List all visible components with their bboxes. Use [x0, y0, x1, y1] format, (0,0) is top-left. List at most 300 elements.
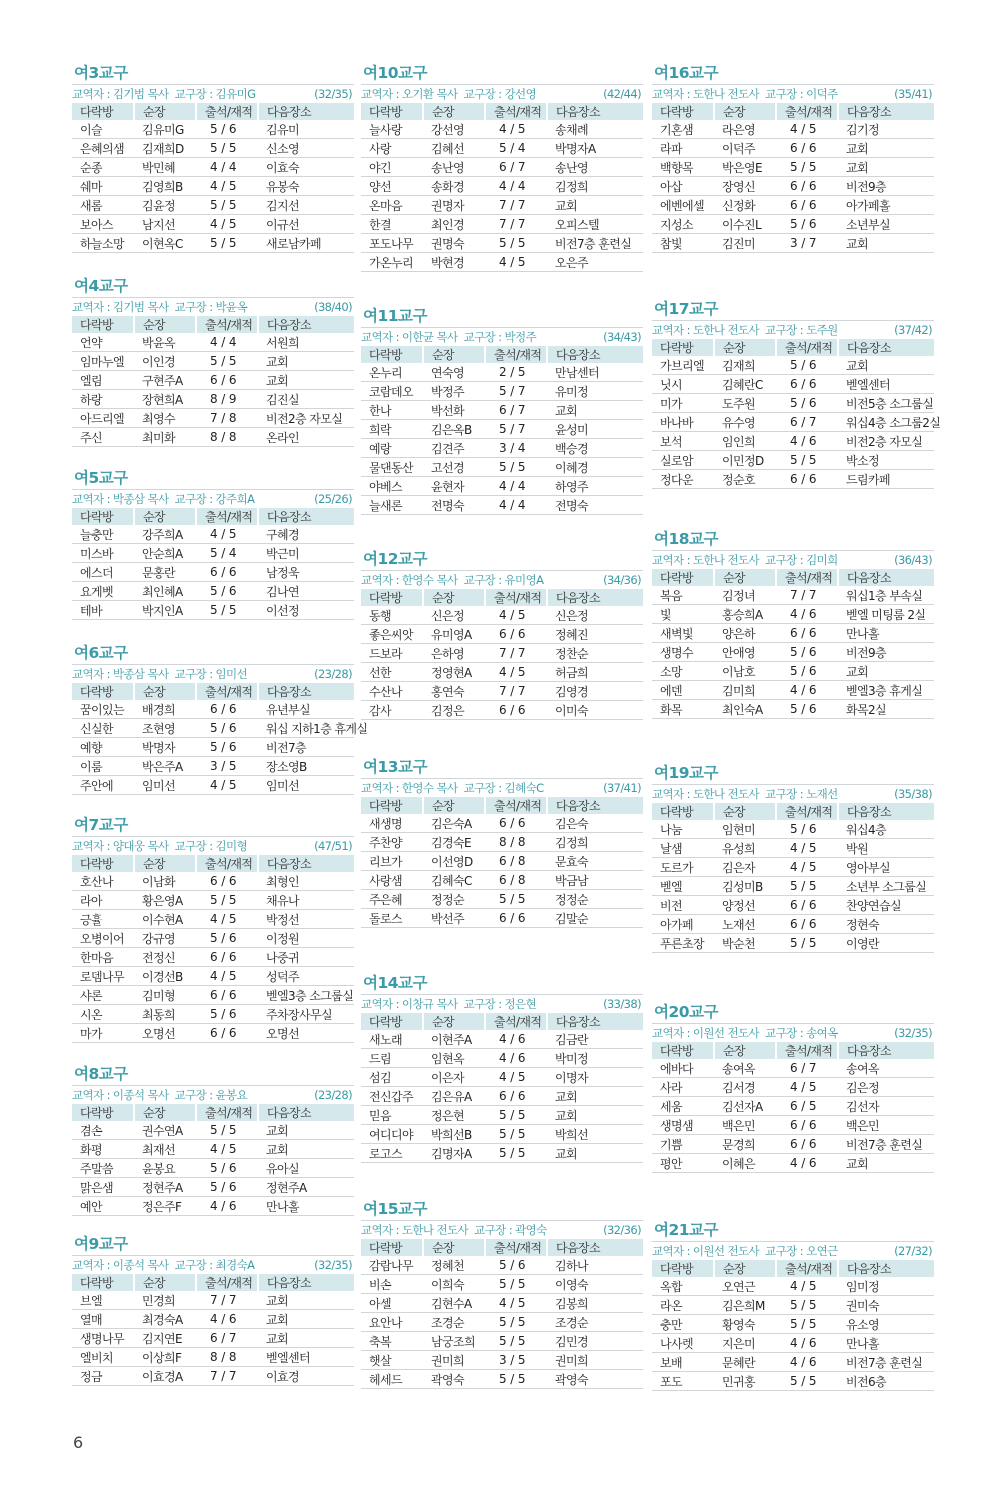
attendance: 6 / 6 — [485, 814, 547, 833]
next-location: 성덕주 — [258, 967, 354, 986]
leader-name: 안순희A — [134, 544, 196, 563]
next-location: 교회 — [838, 139, 934, 158]
group-name: 브엘 — [72, 1291, 134, 1310]
column-header: 다음장소 — [258, 1274, 354, 1291]
leader-label: 교구장 : 노재선 — [765, 787, 838, 801]
leader-label: 교구장 : 최경숙A — [174, 1258, 255, 1272]
next-location: 조경순 — [547, 1313, 643, 1332]
pastor-label: 교역자 : 한영수 목사 — [361, 781, 458, 795]
leader-name: 임미선 — [134, 776, 196, 795]
attendance: 4 / 5 — [485, 606, 547, 625]
district-section — [652, 294, 941, 489]
group-name: 보아스 — [72, 215, 134, 234]
column-header: 출석/재적 — [776, 803, 838, 820]
column-header: 다음장소 — [258, 1104, 354, 1121]
table-row — [361, 814, 643, 833]
district-info — [72, 665, 354, 683]
column-header: 순장 — [134, 508, 196, 525]
table-row — [361, 1106, 643, 1125]
next-location: 비전9층 — [838, 177, 934, 196]
next-location: 임미정 — [838, 1277, 934, 1296]
pastor-label: 교역자 : 김기범 목사 — [72, 300, 169, 314]
attendance: 5 / 5 — [485, 1144, 547, 1163]
leader-name: 연숙영 — [423, 363, 485, 382]
leader-name: 김경숙E — [423, 833, 485, 852]
attendance-total: (32/35) — [894, 1026, 932, 1040]
next-location: 장소영B — [258, 757, 354, 776]
column-header: 다락방 — [652, 569, 714, 586]
attendance: 4 / 4 — [485, 177, 547, 196]
next-location: 주차장사무실 — [258, 1005, 354, 1024]
group-table — [72, 508, 354, 620]
leader-label: 교구장 : 이덕주 — [765, 87, 838, 101]
group-name: 옥합 — [652, 1277, 714, 1296]
group-name: 여디디야 — [361, 1125, 423, 1144]
leader-name: 이은자 — [423, 1068, 485, 1087]
attendance: 7 / 7 — [776, 586, 838, 605]
district-info — [652, 1024, 934, 1042]
group-name: 돌로스 — [361, 909, 423, 928]
next-location: 김영경 — [547, 682, 643, 701]
attendance: 5 / 6 — [196, 120, 258, 139]
table-row — [652, 915, 934, 934]
column-header: 다락방 — [652, 339, 714, 356]
table-header-row — [652, 1260, 934, 1277]
attendance-total: (32/35) — [314, 1258, 352, 1272]
leader-label: 교구장 : 송여옥 — [765, 1026, 838, 1040]
attendance-total: (33/38) — [603, 997, 641, 1011]
group-name: 생명나무 — [72, 1329, 134, 1348]
column-header: 순장 — [714, 1042, 776, 1059]
column-header: 다락방 — [361, 103, 423, 120]
attendance: 6 / 6 — [776, 915, 838, 934]
table-row — [361, 644, 643, 663]
pastor-label: 교역자 : 도한나 전도사 — [652, 323, 760, 337]
next-location: 교회 — [258, 1121, 354, 1140]
column-header: 출석/재적 — [196, 508, 258, 525]
next-location: 교회 — [547, 1087, 643, 1106]
district-section — [652, 524, 934, 719]
table-row — [361, 909, 643, 928]
next-location: 만나홀 — [838, 624, 934, 643]
column-header: 순장 — [134, 683, 196, 700]
district-info — [652, 1242, 934, 1260]
next-location: 벧엘 미팅룸 2실 — [838, 605, 934, 624]
group-name: 언약 — [72, 333, 134, 352]
leader-name: 양은하 — [714, 624, 776, 643]
attendance: 4 / 5 — [776, 839, 838, 858]
leader-name: 권명숙 — [423, 234, 485, 253]
next-location: 이영숙 — [547, 1275, 643, 1294]
attendance-total: (38/40) — [314, 300, 352, 314]
table-row — [652, 877, 934, 896]
leader-name: 송여옥 — [714, 1059, 776, 1078]
group-name: 나눔 — [652, 820, 714, 839]
table-header-row — [652, 1042, 934, 1059]
attendance: 5 / 5 — [196, 891, 258, 910]
attendance: 5 / 5 — [776, 877, 838, 896]
next-location: 김말순 — [547, 909, 643, 928]
next-location: 나중귀 — [258, 948, 354, 967]
group-name: 오병이어 — [72, 929, 134, 948]
group-name: 열매 — [72, 1310, 134, 1329]
attendance-total: (37/42) — [894, 323, 932, 337]
leader-name: 임현옥 — [423, 1049, 485, 1068]
group-name: 정다운 — [652, 470, 714, 489]
column-header: 순장 — [134, 1104, 196, 1121]
district-title: 여20교구 — [652, 997, 934, 1024]
leader-name: 최동희 — [134, 1005, 196, 1024]
table-row — [652, 605, 934, 624]
leader-name: 홍승희A — [714, 605, 776, 624]
column-header: 출석/재적 — [776, 103, 838, 120]
group-table — [361, 346, 643, 515]
group-name: 날샘 — [652, 839, 714, 858]
leader-name: 박지인A — [134, 601, 196, 620]
group-table — [361, 1239, 643, 1389]
group-name: 생명샘 — [652, 1116, 714, 1135]
group-name: 물댄동산 — [361, 458, 423, 477]
column-header: 다음장소 — [547, 103, 643, 120]
next-location: 벧엘센터 — [838, 375, 934, 394]
attendance: 6 / 7 — [485, 158, 547, 177]
leader-name: 라은영 — [714, 120, 776, 139]
group-table — [361, 1013, 643, 1163]
group-name: 평안 — [652, 1154, 714, 1173]
district-title: 여18교구 — [652, 524, 934, 551]
column-header: 다락방 — [361, 589, 423, 606]
column-header: 다락방 — [72, 855, 134, 872]
district-section — [72, 271, 354, 447]
attendance: 3 / 7 — [776, 234, 838, 253]
table-header-row — [652, 803, 934, 820]
next-location: 박근미 — [258, 544, 354, 563]
group-name: 사랑샘 — [361, 871, 423, 890]
column-header: 순장 — [423, 1239, 485, 1256]
next-location: 유봉숙 — [258, 177, 354, 196]
next-location: 김정희 — [547, 833, 643, 852]
leader-label: 교구장 : 강주희A — [174, 492, 255, 506]
table-row — [72, 1140, 354, 1159]
leader-name: 배경희 — [134, 700, 196, 719]
column-header: 다락방 — [72, 316, 134, 333]
column-header: 다락방 — [652, 1260, 714, 1277]
leader-name: 김정은 — [423, 701, 485, 720]
leader-name: 오연근 — [714, 1277, 776, 1296]
next-location: 비전7층 훈련실 — [838, 1135, 934, 1154]
attendance: 7 / 7 — [196, 1367, 258, 1386]
leader-name: 정혜천 — [423, 1256, 485, 1275]
leader-name: 임현미 — [714, 820, 776, 839]
group-name: 리브가 — [361, 852, 423, 871]
leader-name: 김정녀 — [714, 586, 776, 605]
group-table — [72, 855, 354, 1043]
leader-name: 정정순 — [423, 890, 485, 909]
group-name: 닛시 — [652, 375, 714, 394]
attendance: 5 / 6 — [196, 929, 258, 948]
leader-name: 김윤정 — [134, 196, 196, 215]
table-row — [652, 1078, 934, 1097]
attendance: 4 / 5 — [776, 1277, 838, 1296]
next-location: 유년부실 — [258, 700, 354, 719]
next-location: 드림카페 — [838, 470, 934, 489]
table-header-row — [72, 103, 354, 120]
next-location: 박미정 — [547, 1049, 643, 1068]
group-name: 샤론 — [72, 986, 134, 1005]
group-table — [361, 589, 643, 720]
column-header: 순장 — [714, 339, 776, 356]
next-location: 만나홀 — [838, 1334, 934, 1353]
pastor-label: 교역자 : 양대웅 목사 — [72, 839, 169, 853]
leader-name: 문경희 — [714, 1135, 776, 1154]
leader-name: 이선영D — [423, 852, 485, 871]
attendance: 5 / 6 — [776, 356, 838, 375]
leader-name: 백은민 — [714, 1116, 776, 1135]
district-section — [361, 1194, 643, 1389]
leader-name: 정영현A — [423, 663, 485, 682]
group-name: 로뎀나무 — [72, 967, 134, 986]
next-location: 이효경 — [258, 1367, 354, 1386]
table-row — [361, 382, 643, 401]
attendance: 4 / 4 — [196, 333, 258, 352]
district-info — [72, 1256, 354, 1274]
table-row — [652, 1059, 934, 1078]
leader-label: 교구장 : 박정주 — [463, 330, 537, 344]
next-location: 신소영 — [258, 139, 354, 158]
group-name: 수산나 — [361, 682, 423, 701]
attendance: 5 / 6 — [776, 643, 838, 662]
attendance: 5 / 5 — [485, 234, 547, 253]
next-location: 만나홀 — [258, 1197, 354, 1216]
leader-name: 김은자 — [714, 858, 776, 877]
table-row — [72, 776, 354, 795]
group-name: 요게벳 — [72, 582, 134, 601]
leader-label: 교구장 : 곽영숙 — [474, 1223, 547, 1237]
group-table — [652, 1042, 934, 1173]
next-location: 김금란 — [547, 1030, 643, 1049]
table-row — [72, 929, 354, 948]
district-info — [652, 785, 934, 803]
attendance: 5 / 5 — [485, 1125, 547, 1144]
column-header: 다음장소 — [547, 797, 643, 814]
leader-name: 이남호 — [714, 662, 776, 681]
district-section — [361, 544, 643, 720]
next-location: 오명선 — [258, 1024, 354, 1043]
district-info — [652, 85, 934, 103]
next-location: 온라인 — [258, 428, 354, 447]
next-location: 송여옥 — [838, 1059, 934, 1078]
leader-name: 황영숙 — [714, 1315, 776, 1334]
table-row — [652, 356, 934, 375]
group-table — [652, 339, 941, 489]
group-name: 동행 — [361, 606, 423, 625]
leader-name: 남지선 — [134, 215, 196, 234]
column-header: 출석/재적 — [485, 1013, 547, 1030]
leader-name: 김재희 — [714, 356, 776, 375]
group-name: 햇살 — [361, 1351, 423, 1370]
column-header: 출석/재적 — [485, 103, 547, 120]
attendance: 5 / 5 — [485, 458, 547, 477]
pastor-label: 교역자 : 도한나 전도사 — [652, 787, 760, 801]
column-header: 출석/재적 — [776, 569, 838, 586]
column-header: 다락방 — [652, 103, 714, 120]
leader-name: 박은주A — [134, 757, 196, 776]
next-location: 김하나 — [547, 1256, 643, 1275]
leader-name: 김선자A — [714, 1097, 776, 1116]
attendance: 7 / 7 — [485, 644, 547, 663]
leader-name: 고선경 — [423, 458, 485, 477]
leader-name: 민귀홍 — [714, 1372, 776, 1391]
group-name: 임마누엘 — [72, 352, 134, 371]
column-header: 출석/재적 — [776, 1042, 838, 1059]
group-name: 아드리엘 — [72, 409, 134, 428]
table-row — [652, 1135, 934, 1154]
group-name: 정금 — [72, 1367, 134, 1386]
table-row — [72, 139, 354, 158]
table-row — [361, 852, 643, 871]
table-row — [72, 1367, 354, 1386]
group-name: 충만 — [652, 1315, 714, 1334]
group-name: 에바다 — [652, 1059, 714, 1078]
table-header-row — [361, 103, 643, 120]
attendance: 5 / 6 — [196, 738, 258, 757]
attendance: 5 / 5 — [196, 196, 258, 215]
group-name: 보석 — [652, 432, 714, 451]
next-location: 김선자 — [838, 1097, 934, 1116]
leader-name: 윤현자 — [423, 477, 485, 496]
next-location: 채유나 — [258, 891, 354, 910]
next-location: 찬양연습실 — [838, 896, 934, 915]
group-name: 복음 — [652, 586, 714, 605]
next-location: 김기정 — [838, 120, 934, 139]
leader-name: 이현옥C — [134, 234, 196, 253]
group-name: 아삽 — [652, 177, 714, 196]
district-title: 여15교구 — [361, 1194, 643, 1221]
column-header: 다음장소 — [838, 103, 934, 120]
attendance: 5 / 6 — [196, 582, 258, 601]
group-name: 아셀 — [361, 1294, 423, 1313]
table-row — [72, 1159, 354, 1178]
next-location: 새로남카페 — [258, 234, 354, 253]
group-name: 새노래 — [361, 1030, 423, 1049]
group-name: 에스더 — [72, 563, 134, 582]
leader-name: 오명선 — [134, 1024, 196, 1043]
table-row — [72, 948, 354, 967]
attendance: 5 / 5 — [196, 234, 258, 253]
leader-name: 최인경 — [423, 215, 485, 234]
attendance: 4 / 5 — [776, 120, 838, 139]
next-location: 비전7층 훈련실 — [547, 234, 643, 253]
group-name: 보배 — [652, 1353, 714, 1372]
table-row — [652, 158, 934, 177]
next-location: 김정희 — [547, 177, 643, 196]
table-row — [652, 177, 934, 196]
next-location: 교회 — [838, 1154, 934, 1173]
next-location: 교회 — [258, 1310, 354, 1329]
page-number: 6 — [73, 1433, 84, 1452]
attendance: 6 / 6 — [485, 909, 547, 928]
next-location: 교회 — [547, 196, 643, 215]
table-row — [72, 757, 354, 776]
next-location: 비전6층 — [838, 1372, 934, 1391]
attendance: 5 / 6 — [776, 394, 838, 413]
column-header: 순장 — [134, 103, 196, 120]
next-location: 교회 — [838, 356, 934, 375]
table-row — [652, 234, 934, 253]
table-header-row — [361, 1239, 643, 1256]
group-name: 주안에 — [72, 776, 134, 795]
leader-name: 문혜란 — [714, 1353, 776, 1372]
table-row — [361, 871, 643, 890]
column-header: 순장 — [134, 855, 196, 872]
attendance: 6 / 6 — [196, 872, 258, 891]
group-name: 드림 — [361, 1049, 423, 1068]
next-location: 영아부실 — [838, 858, 934, 877]
group-name: 겸손 — [72, 1121, 134, 1140]
attendance: 6 / 7 — [196, 1329, 258, 1348]
next-location: 워십1층 부속실 — [838, 586, 934, 605]
leader-name: 문홍란 — [134, 563, 196, 582]
leader-name: 김혜숙C — [423, 871, 485, 890]
leader-name: 정은현 — [423, 1106, 485, 1125]
table-row — [361, 177, 643, 196]
table-row — [652, 1372, 934, 1391]
district-title: 여3교구 — [72, 58, 354, 85]
table-row — [72, 1310, 354, 1329]
group-name: 도르가 — [652, 858, 714, 877]
table-row — [652, 196, 934, 215]
next-location: 교회 — [258, 1329, 354, 1348]
next-location: 정정순 — [547, 890, 643, 909]
leader-name: 송화경 — [423, 177, 485, 196]
attendance-total: (27/32) — [894, 1244, 932, 1258]
leader-name: 박선화 — [423, 401, 485, 420]
next-location: 이선정 — [258, 601, 354, 620]
group-name: 비전 — [652, 896, 714, 915]
next-location: 하영주 — [547, 477, 643, 496]
group-name: 벧엘 — [652, 877, 714, 896]
column-header: 다음장소 — [547, 346, 643, 363]
district-info — [72, 490, 354, 508]
leader-name: 이상희F — [134, 1348, 196, 1367]
attendance-total: (36/43) — [894, 553, 932, 567]
table-header-row — [361, 1013, 643, 1030]
group-name: 마가 — [72, 1024, 134, 1043]
district-info — [72, 85, 354, 103]
table-row — [72, 891, 354, 910]
attendance: 5 / 6 — [776, 662, 838, 681]
attendance-total: (35/41) — [894, 87, 932, 101]
district-info — [72, 298, 354, 316]
group-name: 사랑 — [361, 139, 423, 158]
attendance-total: (35/38) — [894, 787, 932, 801]
leader-name: 권미희 — [423, 1351, 485, 1370]
attendance: 8 / 8 — [196, 1348, 258, 1367]
column-header: 다락방 — [652, 803, 714, 820]
leader-name: 박윤옥 — [134, 333, 196, 352]
leader-name: 최영수 — [134, 409, 196, 428]
next-location: 소년부실 — [838, 215, 934, 234]
next-location: 김봉희 — [547, 1294, 643, 1313]
group-name: 가온누리 — [361, 253, 423, 272]
next-location: 서원희 — [258, 333, 354, 352]
table-row — [72, 1197, 354, 1216]
table-row — [72, 719, 354, 738]
district-info — [361, 328, 643, 346]
table-row — [72, 428, 354, 447]
attendance: 5 / 5 — [776, 158, 838, 177]
pastor-label: 교역자 : 이종석 목사 — [72, 1258, 169, 1272]
